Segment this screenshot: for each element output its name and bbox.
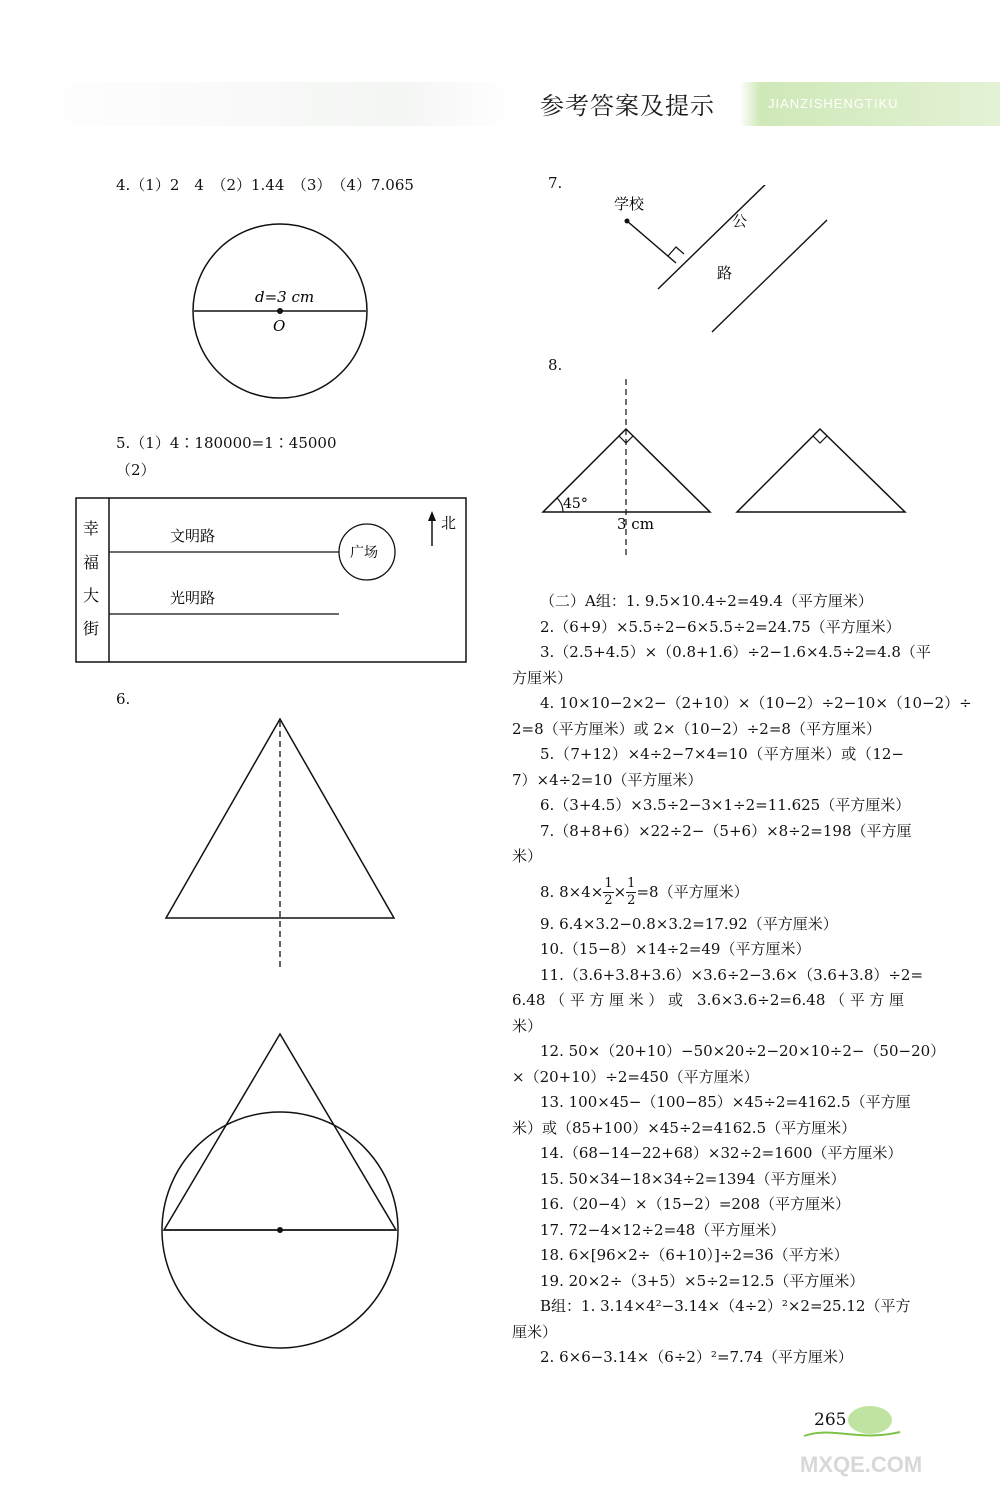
answer-line: 米） [512, 1016, 543, 1035]
fraction-2-numerator: 1 [627, 876, 636, 891]
answer-line: 9. 6.4×3.2−0.8×3.2=17.92（平方厘米） [540, 914, 838, 933]
q8-label: 8. [548, 356, 563, 374]
answer-line: 米） [512, 847, 543, 865]
street-char-3: 大 [83, 586, 100, 605]
swirl-line [804, 1432, 900, 1436]
leaf-shape [848, 1406, 892, 1434]
answer-line: 18. 6×[96×2÷（6+10）]÷2=36（平方米） [540, 1246, 849, 1264]
q7-road-figure [600, 185, 840, 340]
answer-line: 方厘米） [512, 668, 573, 687]
answer-line: 2=8（平方厘米）或 2×（10−2）÷2=8（平方厘米） [512, 719, 881, 738]
center-dot [277, 308, 283, 314]
answer-line: 米）或（85+100）×45÷2=4162.5（平方厘米） [512, 1118, 857, 1137]
answer-line: 4. 10×10−2×2−（2+10）×（10−2）÷2−10×（10−2）÷ [540, 694, 972, 712]
fraction-times: × [613, 882, 627, 901]
answer-line: 5.（7+12）×4÷2−7×4=10（平方厘米）或（12− [540, 745, 904, 763]
street-char-1: 幸 [83, 519, 100, 538]
answer-line: 2. 6×6−3.14×（6÷2）²=7.74（平方厘米） [540, 1348, 853, 1366]
q7-label: 7. [548, 174, 563, 192]
fraction-1-denominator: 2 [604, 893, 613, 908]
answer-line: 7.（8+8+6）×22÷2−（5+6）×8÷2=198（平方厘 [540, 821, 912, 840]
q6-label: 6. [116, 690, 131, 708]
school-label: 学校 [614, 195, 645, 213]
answer-line: B组：1. 3.14×4²−3.14×（4÷2）²×2=25.12（平方 [540, 1297, 911, 1315]
north-arrow-head [428, 511, 436, 521]
triangle [164, 1034, 396, 1230]
answer-line: 10.（15−8）×14÷2=49（平方厘米） [540, 940, 811, 958]
header-tag: JIANZISHENGTIKU [768, 96, 899, 111]
answer-line: 17. 72−4×12÷2=48（平方厘米） [540, 1220, 786, 1239]
road-char-1: 公 [732, 212, 748, 230]
right-angle-mark-right [813, 436, 827, 443]
triangle [166, 719, 394, 918]
center-label: O [273, 317, 286, 335]
answer-line: 14.（68−14−22+68）×32÷2=1600（平方厘米） [540, 1144, 903, 1162]
fraction-1 [603, 876, 613, 909]
center-dot [277, 1227, 283, 1233]
road1-label: 文明路 [170, 527, 216, 545]
road2-label: 光明路 [170, 589, 216, 607]
answer-line-fraction [512, 870, 904, 912]
diameter-label: d=3 cm [255, 288, 315, 306]
watermark: MXQE.COM [800, 1452, 923, 1477]
q5-map [74, 496, 468, 666]
map-frame [76, 498, 466, 662]
street-char-4: 街 [83, 619, 100, 638]
road-char-2: 路 [717, 264, 733, 282]
q6-triangle-figure [160, 715, 400, 970]
answers-block [512, 589, 972, 1371]
answer-line: 13. 100×45−（100−85）×45÷2=4162.5（平方厘 [540, 1093, 911, 1111]
fraction-suffix: =8（平方厘米） [636, 882, 749, 901]
answer-line: 6.48（平方厘米）或 3.6×3.6÷2=6.48（平方厘 [512, 991, 904, 1009]
q6-circle-triangle-figure [158, 1028, 404, 1358]
fraction-prefix: 8. 8×4× [540, 882, 604, 901]
q5-part2: （2） [116, 461, 156, 479]
answer-line: 15. 50×34−18×34÷2=1394（平方厘米） [540, 1169, 846, 1188]
fraction-2 [626, 876, 636, 909]
answer-line: 11.（3.6+3.8+3.6）×3.6÷2−3.6×（3.6+3.8）÷2= [540, 965, 924, 984]
answer-line: ×（20+10）÷2=450（平方厘米） [512, 1067, 759, 1086]
answer-line: 16.（20−4）×（15−2）=208（平方厘米） [540, 1195, 851, 1213]
answer-line: 厘米） [512, 1322, 558, 1341]
q4-circle-figure [185, 215, 375, 405]
answer-line: 19. 20×2÷（3+5）×5÷2=12.5（平方厘米） [540, 1271, 865, 1290]
answer-line: 7）×4÷2=10（平方厘米） [512, 770, 703, 789]
q4-answer: 4.（1）2 4 （2）1.44 （3） （4）7.065 [116, 176, 414, 194]
fraction-1-numerator: 1 [604, 876, 613, 891]
fraction-2-denominator: 2 [627, 893, 636, 908]
perpendicular-line [627, 221, 676, 263]
street-char-2: 福 [83, 553, 100, 572]
header-title: 参考答案及提示 [540, 92, 715, 120]
answer-line: 3.（2.5+4.5）×（0.8+1.6）÷2−1.6×4.5÷2=4.8（平 [540, 643, 931, 661]
north-label: 北 [441, 514, 457, 532]
answer-line: 6.（3+4.5）×3.5÷2−3×1÷2=11.625（平方厘米） [540, 796, 911, 814]
road-edge-1 [658, 185, 773, 289]
square-label: 广场 [350, 545, 378, 561]
answer-line: （二）A组：1. 9.5×10.4÷2=49.4（平方厘米） [540, 592, 873, 610]
right-angle-mark [668, 247, 684, 256]
q8-triangles-figure [535, 375, 915, 560]
q5-part1: 5.（1）4∶180000=1∶45000 [116, 434, 337, 452]
answer-line: 2.（6+9）×5.5÷2−6×5.5÷2=24.75（平方厘米） [540, 617, 901, 636]
answer-line: 12. 50×（20+10）−50×20÷2−20×10÷2−（50−20） [540, 1042, 946, 1060]
length-label: 3 cm [617, 515, 654, 533]
page-number: 265 [814, 1410, 847, 1430]
angle-label: 45° [563, 496, 588, 512]
